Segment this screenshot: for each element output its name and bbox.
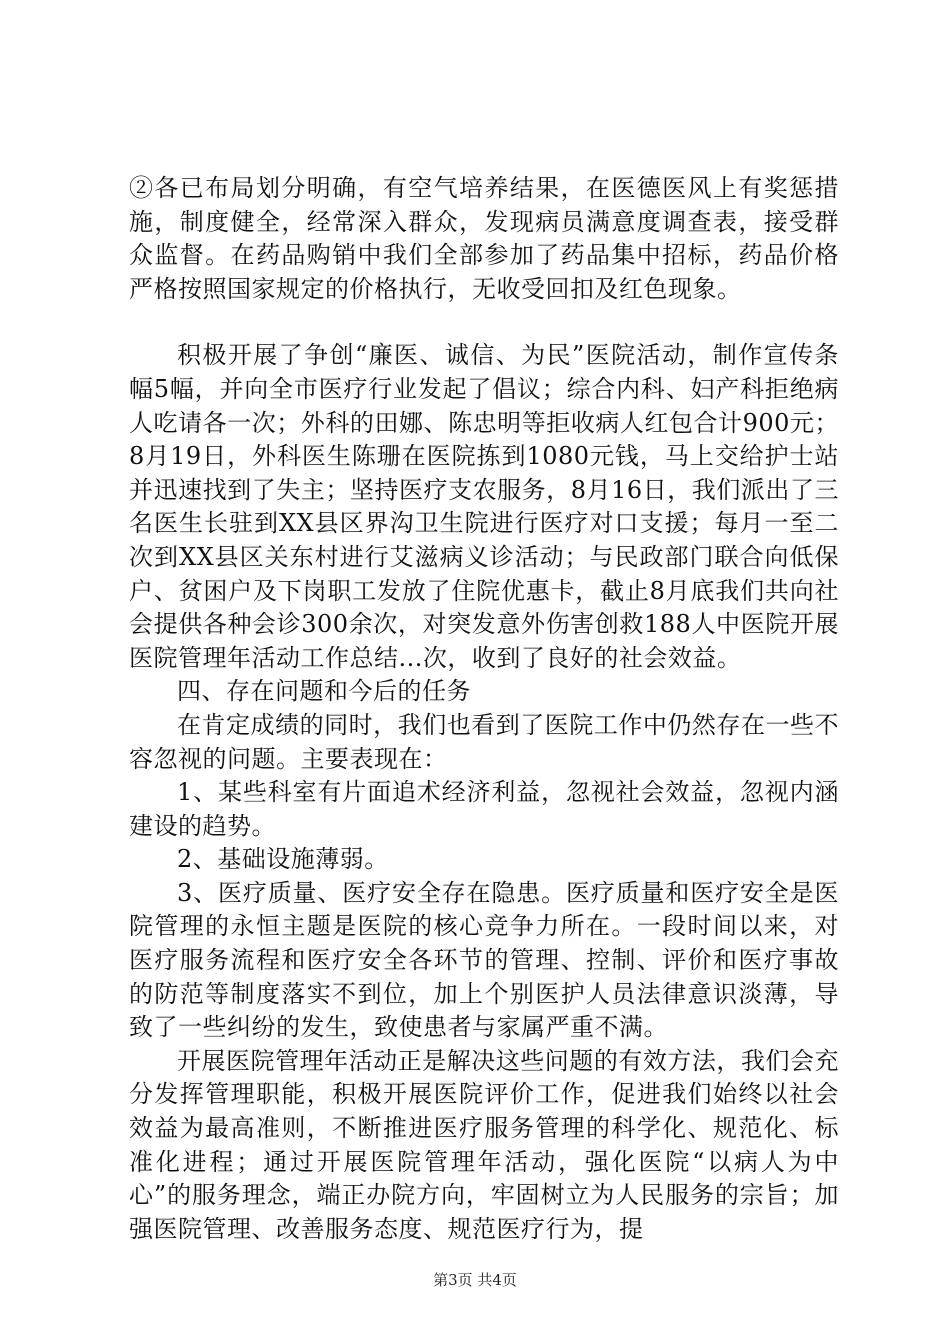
paragraph-activities: 积极开展了争创“廉医、诚信、为民”医院活动，制作宣传条幅5幅，并向全市医疗行业发起了倡议；综合内科、妇产科拒绝病人吃请各一次；外科的田娜、陈忠明等拒收病人红包合计900元；8月19日，外科医生陈珊在医院拣到1080元钱，马上交给护士站并迅速找到了失主；坚持医疗支农服务，8月16日，我们派出了三名医生长驻到XX县区界沟卫生院进行医疗对口支援；每月一至二次到XX县区关东村进行艾滋病义诊活动；与民政部门联合向低保户、贫困户及下岗职工发放了住院优惠卡，截止8月底我们共向社会提供各种会诊300余次，对突发意外伤害创救188人中医院开展医院管理年活动工作总结...次，收到了良好的社会效益。 (129, 341, 839, 672)
page-number-footer: 第3页 共4页 (433, 1271, 517, 1289)
document-body (129, 172, 839, 1246)
list-item-2: 2、基础设施薄弱。 (177, 845, 389, 874)
list-item-1: 1、某些科室有片面追术经济利益，忽视社会效益，忽视内涵建设的趋势。 (129, 778, 839, 840)
paragraph-gap (129, 306, 839, 339)
paragraph-solution: 开展医院管理年活动正是解决这些问题的有效方法，我们会充分发挥管理职能，积极开展医院评价工作，促进我们始终以社会效益为最高准则，不断推进医疗服务管理的科学化、规范化、标准化进程；通过开展医院管理年活动，强化医院“以病人为中心”的服务理念，端正办院方向，牢固树立为人民服务的宗旨；加强医院管理、改善服务态度、规范医疗行为，提 (129, 1046, 839, 1243)
list-item-3: 3、医疗质量、医疗安全存在隐患。医疗质量和医疗安全是医院管理的永恒主题是医院的核心竞争力所在。一段时间以来，对医疗服务流程和医疗安全各环节的管理、控制、评价和医疗事故的防范等制度落实不到位，加上个别医护人员法律意识淡薄，导致了一些纠纷的发生，致使患者与家属严重不满。 (129, 878, 839, 1042)
section-heading-problems: 四、存在问题和今后的任务 (177, 677, 471, 706)
paragraph-measures: ②各已布局划分明确，有空气培养结果，在医德医风上有奖惩措施，制度健全，经常深入群众，发现病员满意度调查表，接受群众监督。在药品购销中我们全部参加了药品集中招标，药品价格严格按照国家规定的价格执行，无收受回扣及红色现象。 (129, 174, 839, 303)
paragraph-problems-intro: 在肯定成绩的同时，我们也看到了医院工作中仍然存在一些不容忽视的问题。主要表现在： (129, 710, 839, 773)
